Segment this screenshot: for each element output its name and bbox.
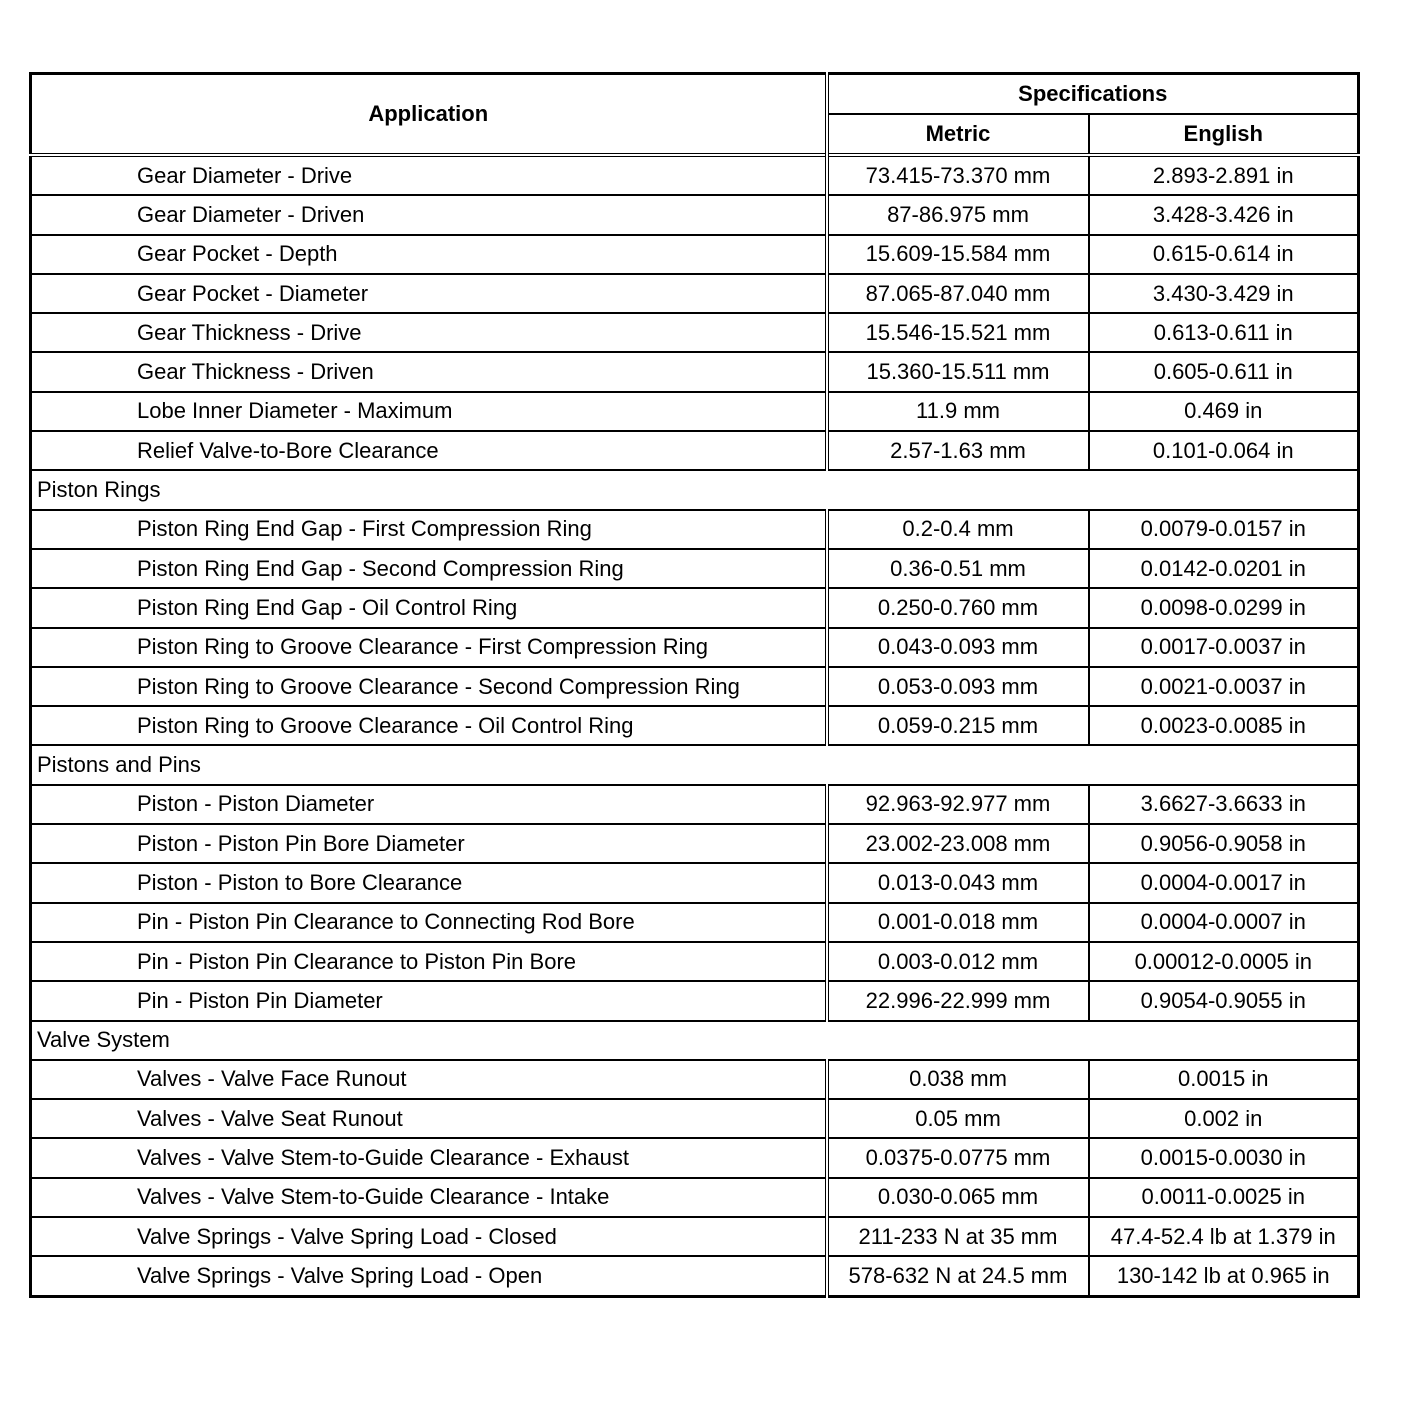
section-row	[31, 470, 1359, 509]
english-cell: 0.0023-0.0085 in	[1089, 706, 1359, 745]
metric-cell: 15.609-15.584 mm	[827, 235, 1089, 274]
metric-cell: 73.415-73.370 mm	[827, 155, 1089, 195]
metric-cell: 11.9 mm	[827, 392, 1089, 431]
application-cell: Valves - Valve Seat Runout	[31, 1099, 827, 1138]
english-cell: 0.9056-0.9058 in	[1089, 824, 1359, 863]
application-cell: Valves - Valve Stem-to-Guide Clearance - Exhaust	[31, 1138, 827, 1177]
table-row	[31, 667, 1359, 706]
application-cell: Piston Ring End Gap - First Compression Ring	[31, 510, 827, 549]
table-row	[31, 981, 1359, 1020]
application-cell: Gear Diameter - Driven	[31, 195, 827, 234]
metric-cell: 0.0375-0.0775 mm	[827, 1138, 1089, 1177]
metric-cell: 0.05 mm	[827, 1099, 1089, 1138]
english-cell: 0.0142-0.0201 in	[1089, 549, 1359, 588]
table-row	[31, 863, 1359, 902]
table-row	[31, 274, 1359, 313]
table-row	[31, 1256, 1359, 1296]
table-row	[31, 942, 1359, 981]
application-cell: Valve Springs - Valve Spring Load - Open	[31, 1256, 827, 1296]
english-cell: 0.605-0.611 in	[1089, 352, 1359, 391]
english-cell: 47.4-52.4 lb at 1.379 in	[1089, 1217, 1359, 1256]
application-cell: Lobe Inner Diameter - Maximum	[31, 392, 827, 431]
table-row	[31, 352, 1359, 391]
section-title: Pistons and Pins	[31, 745, 1359, 784]
table-row	[31, 1217, 1359, 1256]
table-row	[31, 313, 1359, 352]
table-row	[31, 392, 1359, 431]
header-metric: Metric	[827, 114, 1089, 155]
application-cell: Piston - Piston Diameter	[31, 785, 827, 824]
english-cell: 0.0015-0.0030 in	[1089, 1138, 1359, 1177]
application-cell: Piston Ring End Gap - Second Compression Ring	[31, 549, 827, 588]
section-title: Valve System	[31, 1021, 1359, 1060]
metric-cell: 0.2-0.4 mm	[827, 510, 1089, 549]
application-cell: Piston Ring to Groove Clearance - Oil Control Ring	[31, 706, 827, 745]
metric-cell: 15.360-15.511 mm	[827, 352, 1089, 391]
application-cell: Gear Pocket - Depth	[31, 235, 827, 274]
english-cell: 0.00012-0.0005 in	[1089, 942, 1359, 981]
english-cell: 130-142 lb at 0.965 in	[1089, 1256, 1359, 1296]
application-cell: Piston Ring to Groove Clearance - Second Compression Ring	[31, 667, 827, 706]
header-english: English	[1089, 114, 1359, 155]
application-cell: Gear Pocket - Diameter	[31, 274, 827, 313]
metric-cell: 0.013-0.043 mm	[827, 863, 1089, 902]
english-cell: 0.0079-0.0157 in	[1089, 510, 1359, 549]
metric-cell: 0.003-0.012 mm	[827, 942, 1089, 981]
header-application: Application	[31, 74, 827, 156]
metric-cell: 15.546-15.521 mm	[827, 313, 1089, 352]
metric-cell: 92.963-92.977 mm	[827, 785, 1089, 824]
metric-cell: 578-632 N at 24.5 mm	[827, 1256, 1089, 1296]
metric-cell: 0.053-0.093 mm	[827, 667, 1089, 706]
english-cell: 0.9054-0.9055 in	[1089, 981, 1359, 1020]
section-title: Piston Rings	[31, 470, 1359, 509]
english-cell: 0.0011-0.0025 in	[1089, 1178, 1359, 1217]
application-cell: Piston - Piston Pin Bore Diameter	[31, 824, 827, 863]
metric-cell: 211-233 N at 35 mm	[827, 1217, 1089, 1256]
table-row	[31, 628, 1359, 667]
english-cell: 0.0015 in	[1089, 1060, 1359, 1099]
table-row	[31, 824, 1359, 863]
metric-cell: 87.065-87.040 mm	[827, 274, 1089, 313]
table-row	[31, 1060, 1359, 1099]
application-cell: Pin - Piston Pin Diameter	[31, 981, 827, 1020]
application-cell: Gear Thickness - Driven	[31, 352, 827, 391]
metric-cell: 0.059-0.215 mm	[827, 706, 1089, 745]
english-cell: 0.0004-0.0007 in	[1089, 903, 1359, 942]
application-cell: Gear Diameter - Drive	[31, 155, 827, 195]
table-row	[31, 588, 1359, 627]
table-row	[31, 155, 1359, 195]
english-cell: 0.0004-0.0017 in	[1089, 863, 1359, 902]
english-cell: 0.615-0.614 in	[1089, 235, 1359, 274]
application-cell: Piston - Piston to Bore Clearance	[31, 863, 827, 902]
table-row	[31, 903, 1359, 942]
application-cell: Piston Ring to Groove Clearance - First Compression Ring	[31, 628, 827, 667]
metric-cell: 0.36-0.51 mm	[827, 549, 1089, 588]
table-row	[31, 195, 1359, 234]
english-cell: 3.6627-3.6633 in	[1089, 785, 1359, 824]
application-cell: Pin - Piston Pin Clearance to Piston Pin Bore	[31, 942, 827, 981]
english-cell: 0.0098-0.0299 in	[1089, 588, 1359, 627]
english-cell: 3.430-3.429 in	[1089, 274, 1359, 313]
application-cell: Relief Valve-to-Bore Clearance	[31, 431, 827, 470]
english-cell: 0.469 in	[1089, 392, 1359, 431]
application-cell: Gear Thickness - Drive	[31, 313, 827, 352]
english-cell: 2.893-2.891 in	[1089, 155, 1359, 195]
english-cell: 0.101-0.064 in	[1089, 431, 1359, 470]
application-cell: Piston Ring End Gap - Oil Control Ring	[31, 588, 827, 627]
table-body	[31, 155, 1359, 1296]
section-row	[31, 745, 1359, 784]
english-cell: 0.0017-0.0037 in	[1089, 628, 1359, 667]
english-cell: 0.002 in	[1089, 1099, 1359, 1138]
metric-cell: 22.996-22.999 mm	[827, 981, 1089, 1020]
table-row	[31, 1178, 1359, 1217]
metric-cell: 0.250-0.760 mm	[827, 588, 1089, 627]
application-cell: Pin - Piston Pin Clearance to Connecting Rod Bore	[31, 903, 827, 942]
metric-cell: 0.001-0.018 mm	[827, 903, 1089, 942]
metric-cell: 87-86.975 mm	[827, 195, 1089, 234]
table-row	[31, 1138, 1359, 1177]
specifications-table	[29, 72, 1360, 1298]
table-row	[31, 785, 1359, 824]
application-cell: Valves - Valve Stem-to-Guide Clearance - Intake	[31, 1178, 827, 1217]
english-cell: 3.428-3.426 in	[1089, 195, 1359, 234]
header-specifications: Specifications	[827, 74, 1359, 115]
metric-cell: 0.043-0.093 mm	[827, 628, 1089, 667]
metric-cell: 2.57-1.63 mm	[827, 431, 1089, 470]
metric-cell: 0.038 mm	[827, 1060, 1089, 1099]
table-row	[31, 235, 1359, 274]
table-row	[31, 549, 1359, 588]
table-row	[31, 510, 1359, 549]
application-cell: Valve Springs - Valve Spring Load - Closed	[31, 1217, 827, 1256]
table-row	[31, 1099, 1359, 1138]
metric-cell: 0.030-0.065 mm	[827, 1178, 1089, 1217]
table-row	[31, 706, 1359, 745]
english-cell: 0.0021-0.0037 in	[1089, 667, 1359, 706]
section-row	[31, 1021, 1359, 1060]
metric-cell: 23.002-23.008 mm	[827, 824, 1089, 863]
application-cell: Valves - Valve Face Runout	[31, 1060, 827, 1099]
table-row	[31, 431, 1359, 470]
english-cell: 0.613-0.611 in	[1089, 313, 1359, 352]
